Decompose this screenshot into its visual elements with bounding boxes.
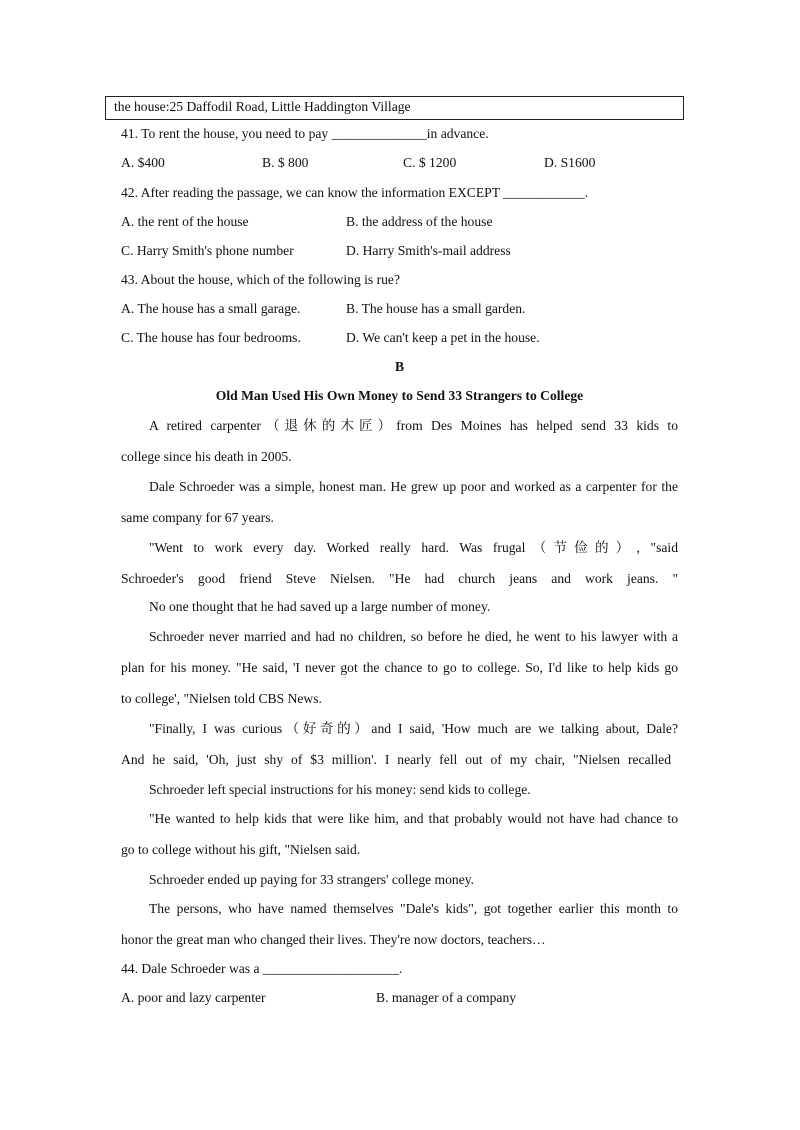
section-label: B (394, 359, 405, 374)
q43-option-c: C. The house has four bedrooms. (121, 330, 301, 345)
passage-line: college since his death in 2005. (121, 449, 292, 464)
q43-option-a: A. The house has a small garage. (121, 301, 301, 316)
passage-line: A retired carpenter（退休的木匠）from Des Moines has helped send 33 kids to (149, 418, 678, 433)
q43-option-d: D. We can't keep a pet in the house. (346, 330, 540, 345)
passage-line: No one thought that he had saved up a large number of money. (149, 599, 491, 614)
passage-line: honor the great man who changed their lives. They're now doctors, teachers… (121, 932, 546, 947)
q41-option-c: C. $ 1200 (403, 155, 457, 170)
passage-line: same company for 67 years. (121, 510, 274, 525)
q41-option-a: A. $400 (121, 155, 165, 170)
q42-option-c: C. Harry Smith's phone number (121, 243, 294, 258)
passage-line: And he said, 'Oh, just shy of $3 million'. I nearly fell out of my chair, "Nielsen recalled (121, 752, 671, 767)
q44-option-b: B. manager of a company (376, 990, 517, 1005)
passage-line: go to college without his gift, "Nielsen said. (121, 842, 361, 857)
passage-line: Schroeder never married and had no children, so before he died, he went to his lawyer with a (149, 629, 678, 644)
passage-line: Dale Schroeder was a simple, honest man. He grew up poor and worked as a carpenter for the (149, 479, 678, 494)
passage-title: Old Man Used His Own Money to Send 33 Strangers to College (215, 388, 584, 403)
q43-option-b: B. The house has a small garden. (346, 301, 526, 316)
address-box (105, 96, 684, 120)
address-line: the house:25 Daffodil Road, Little Haddington Village (114, 99, 411, 114)
passage-line: Schroeder ended up paying for 33 strangers' college money. (149, 872, 475, 887)
passage-line: plan for his money. "He said, 'I never got the chance to go to college. So, I'd like to help kids go (121, 660, 678, 675)
question-43: 43. About the house, which of the following is rue? (121, 272, 401, 287)
q42-option-a: A. the rent of the house (121, 214, 249, 229)
q42-option-b: B. the address of the house (346, 214, 493, 229)
q41-option-d: D. S1600 (544, 155, 596, 170)
question-44: 44. Dale Schroeder was a ____________________. (121, 961, 403, 976)
passage-line: "Finally, I was curious（好奇的）and I said, 'How much are we talking about, Dale? (149, 721, 678, 736)
passage-line: to college', "Nielsen told CBS News. (121, 691, 322, 706)
passage-line: Schroeder's good friend Steve Nielsen. "He had church jeans and work jeans. " (121, 571, 678, 586)
passage-line: The persons, who have named themselves "Dale's kids", got together earlier this month to (149, 901, 678, 916)
question-42: 42. After reading the passage, we can know the information EXCEPT ____________. (121, 185, 589, 200)
question-41: 41. To rent the house, you need to pay ______________in advance. (121, 126, 489, 141)
q42-option-d: D. Harry Smith's-mail address (346, 243, 511, 258)
passage-line: "Went to work every day. Worked really hard. Was frugal（节俭的）, "said (149, 540, 678, 555)
q41-option-b: B. $ 800 (262, 155, 309, 170)
q44-option-a: A. poor and lazy carpenter (121, 990, 266, 1005)
passage-line: Schroeder left special instructions for his money: send kids to college. (149, 782, 531, 797)
passage-line: "He wanted to help kids that were like him, and that probably would not have had chance to (149, 811, 678, 826)
